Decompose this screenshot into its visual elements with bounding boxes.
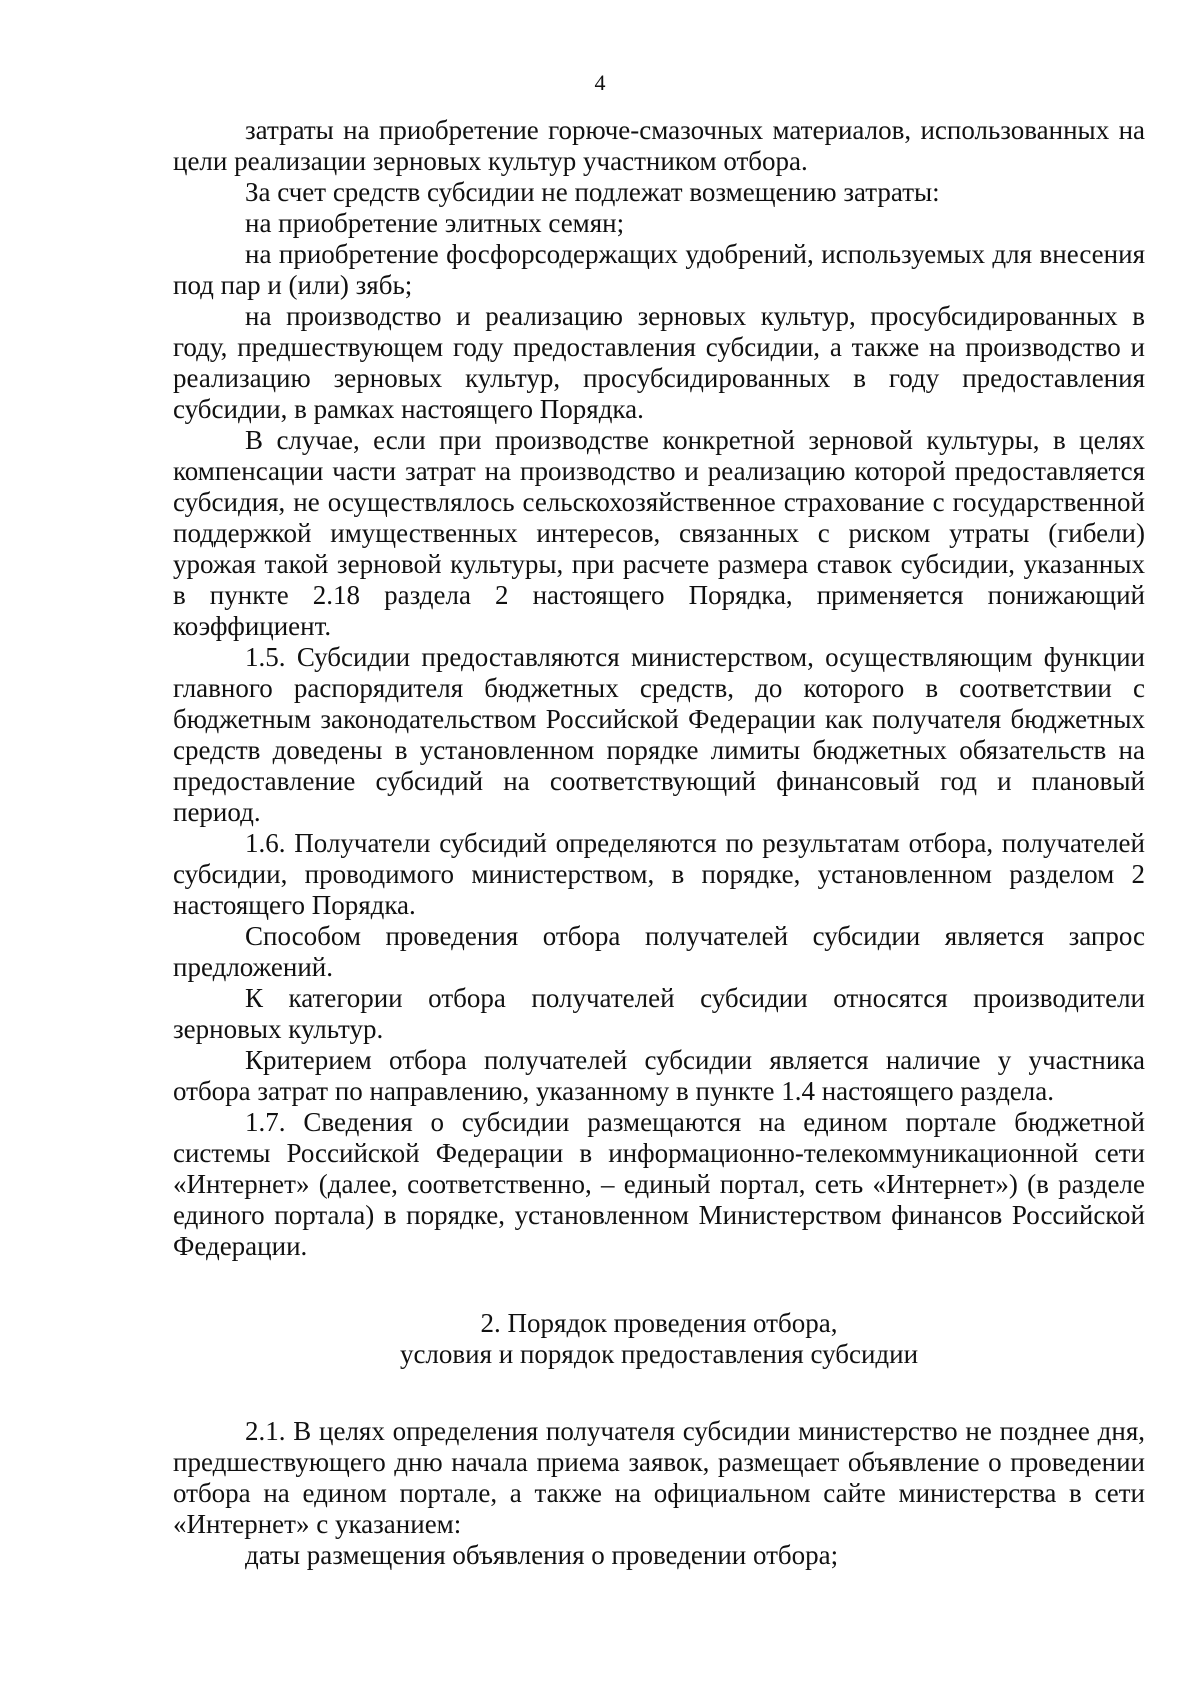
paragraph: затраты на приобретение горюче-смазочных материалов, использованных на цели реализации зерновых культур участником отбора. xyxy=(173,115,1145,176)
paragraph: на приобретение элитных семян; xyxy=(245,208,625,238)
paragraph: на приобретение фосфорсодержащих удобрений, используемых для внесения под пар и (или) зябь; xyxy=(173,239,1145,300)
paragraph: Критерием отбора получателей субсидии является наличие у участника отбора затрат по направлению, указанному в пункте 1.4 настоящего раздела. xyxy=(173,1045,1145,1106)
page-number: 4 xyxy=(594,70,606,95)
section-heading-line: условия и порядок предоставления субсидии xyxy=(399,1339,919,1369)
paragraph: В случае, если при производстве конкретной зерновой культуры, в целях компенсации части затрат на производство и реализацию которой предоставляется субсидия, не осуществлялось сельскохозяйственное страхование с государственной поддержкой имущественных интересов, связанных с риском утраты (гибели) урожая такой зерновой культуры, при расчете размера ставок субсидии, указанных в пункте 2.18 раздела 2 настоящего Порядка, применяется понижающий коэффициент. xyxy=(173,425,1145,641)
paragraph: 1.6. Получатели субсидий определяются по результатам отбора, получателей субсидии, проводимого министерством, в порядке, установленном разделом 2 настоящего Порядка. xyxy=(173,828,1145,920)
paragraph: на производство и реализацию зерновых культур, просубсидированных в году, предшествующем году предоставления субсидии, а также на производство и реализацию зерновых культур, просубсидированных в году предоставления субсидии, в рамках настоящего Порядка. xyxy=(173,301,1145,424)
paragraph: даты размещения объявления о проведении отбора; xyxy=(245,1540,839,1570)
document-body xyxy=(173,115,1145,1571)
paragraph: 2.1. В целях определения получателя субсидии министерство не позднее дня, предшествующего дню начала приема заявок, размещает объявление о проведении отбора на едином портале, а также на официальном сайте министерства в сети «Интернет» с указанием: xyxy=(173,1416,1145,1539)
section-heading-line: 2. Порядок проведения отбора, xyxy=(480,1308,838,1338)
paragraph: К категории отбора получателей субсидии относятся производители зерновых культур. xyxy=(173,983,1145,1044)
section-heading xyxy=(173,1308,1145,1370)
paragraph: 1.7. Сведения о субсидии размещаются на едином портале бюджетной системы Российской Федерации в информационно-телекоммуникационной сети «Интернет» (далее, соответственно, – единый портал, сеть «Интернет») (в разделе единого портала) в порядке, установленном Министерством финансов Российской Федерации. xyxy=(173,1107,1145,1261)
paragraph: Способом проведения отбора получателей субсидии является запрос предложений. xyxy=(173,921,1145,982)
paragraph: За счет средств субсидии не подлежат возмещению затраты: xyxy=(245,177,940,207)
paragraph: 1.5. Субсидии предоставляются министерством, осуществляющим функции главного распорядителя бюджетных средств, до которого в соответствии с бюджетным законодательством Российской Федерации как получателя бюджетных средств доведены в установленном порядке лимиты бюджетных обязательств на предоставление субсидий на соответствующий финансовый год и плановый период. xyxy=(173,642,1145,827)
